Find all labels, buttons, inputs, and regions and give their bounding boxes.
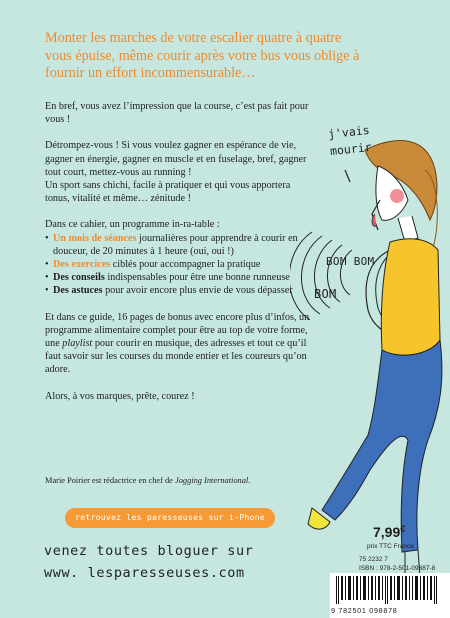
blog-invite: venez toutes bloguer sur: [44, 543, 254, 559]
paragraph-2: Détrompez-vous ! Si vous voulez gagner en espérance de vie, gagner en énergie, gagner en muscle et en fuselage, bref, gagner tout court, mettez-vous au running !: [45, 140, 307, 178]
runner-illustration: [290, 110, 450, 610]
heartbeat-text: BOM BOM: [326, 255, 375, 268]
iphone-banner[interactable]: [65, 508, 275, 528]
isbn: ISBN : 978-2-501-09887-8: [359, 565, 436, 572]
website-link[interactable]: www. lesparesseuses.com: [44, 565, 245, 581]
barcode-icon: [330, 573, 450, 606]
speech-bubble-line: j'vais: [327, 122, 371, 142]
barcode-number: 9 782501 098878: [331, 606, 398, 615]
paragraph-4: Dans ce cahier, un programme in-ra-table :: [45, 219, 220, 231]
paragraph-5: Et dans ce guide, 16 pages de bonus avec encore plus d’infos, un programme alimentaire complet pour être au top de votre forme, une playlist pour courir en musique, des adresses et tout ce qu’il faut savoir sur les courses du monde entier et les coureurs qu’on adore.: [45, 311, 310, 376]
list-item: • Des exercices ciblés pour accompagner la pratique: [45, 258, 315, 271]
list-item: • Un mois de séances journalières pour apprendre à courir en douceur, de 20 minutes à 1 heure (oui, oui !): [45, 232, 315, 258]
cheek: [390, 189, 404, 203]
pants: [322, 340, 442, 552]
shirt: [381, 239, 440, 355]
product-code: 75 2232 7: [359, 556, 388, 563]
list-item: • Des astuces pour avoir encore plus envie de vous dépasser: [45, 284, 315, 297]
price: 7,99€: [373, 524, 406, 540]
speech-bubble-line: mourir: [329, 139, 373, 159]
intro-text: Monter les marches de votre escalier quatre à quatre vous épuise, même courir après votre bus vous oblige à fournir un effort incommensurable…: [45, 30, 360, 81]
paragraph-1: En bref, vous avez l’impression que la course, c’est pas fait pour vous !: [45, 101, 309, 126]
body-text: [45, 100, 315, 403]
paragraph-6: Alors, à vos marques, prête, courez !: [45, 390, 195, 402]
author-note: Marie Poirier est rédactrice en chef de Jogging International.: [45, 476, 251, 485]
list-item: • Des conseils indispensables pour être une bonne runneuse: [45, 271, 315, 284]
banner-label: retrouvez les paresseuses sur i-Phone: [75, 512, 265, 522]
price-note: prix TTC France: [367, 543, 414, 550]
heartbeat-text: BOM: [314, 287, 337, 301]
program-list: [45, 232, 315, 298]
paragraph-3: Un sport sans chichi, facile à pratiquer et qui vous apportera tonus, vitalité et même… zénitude !: [45, 180, 291, 205]
